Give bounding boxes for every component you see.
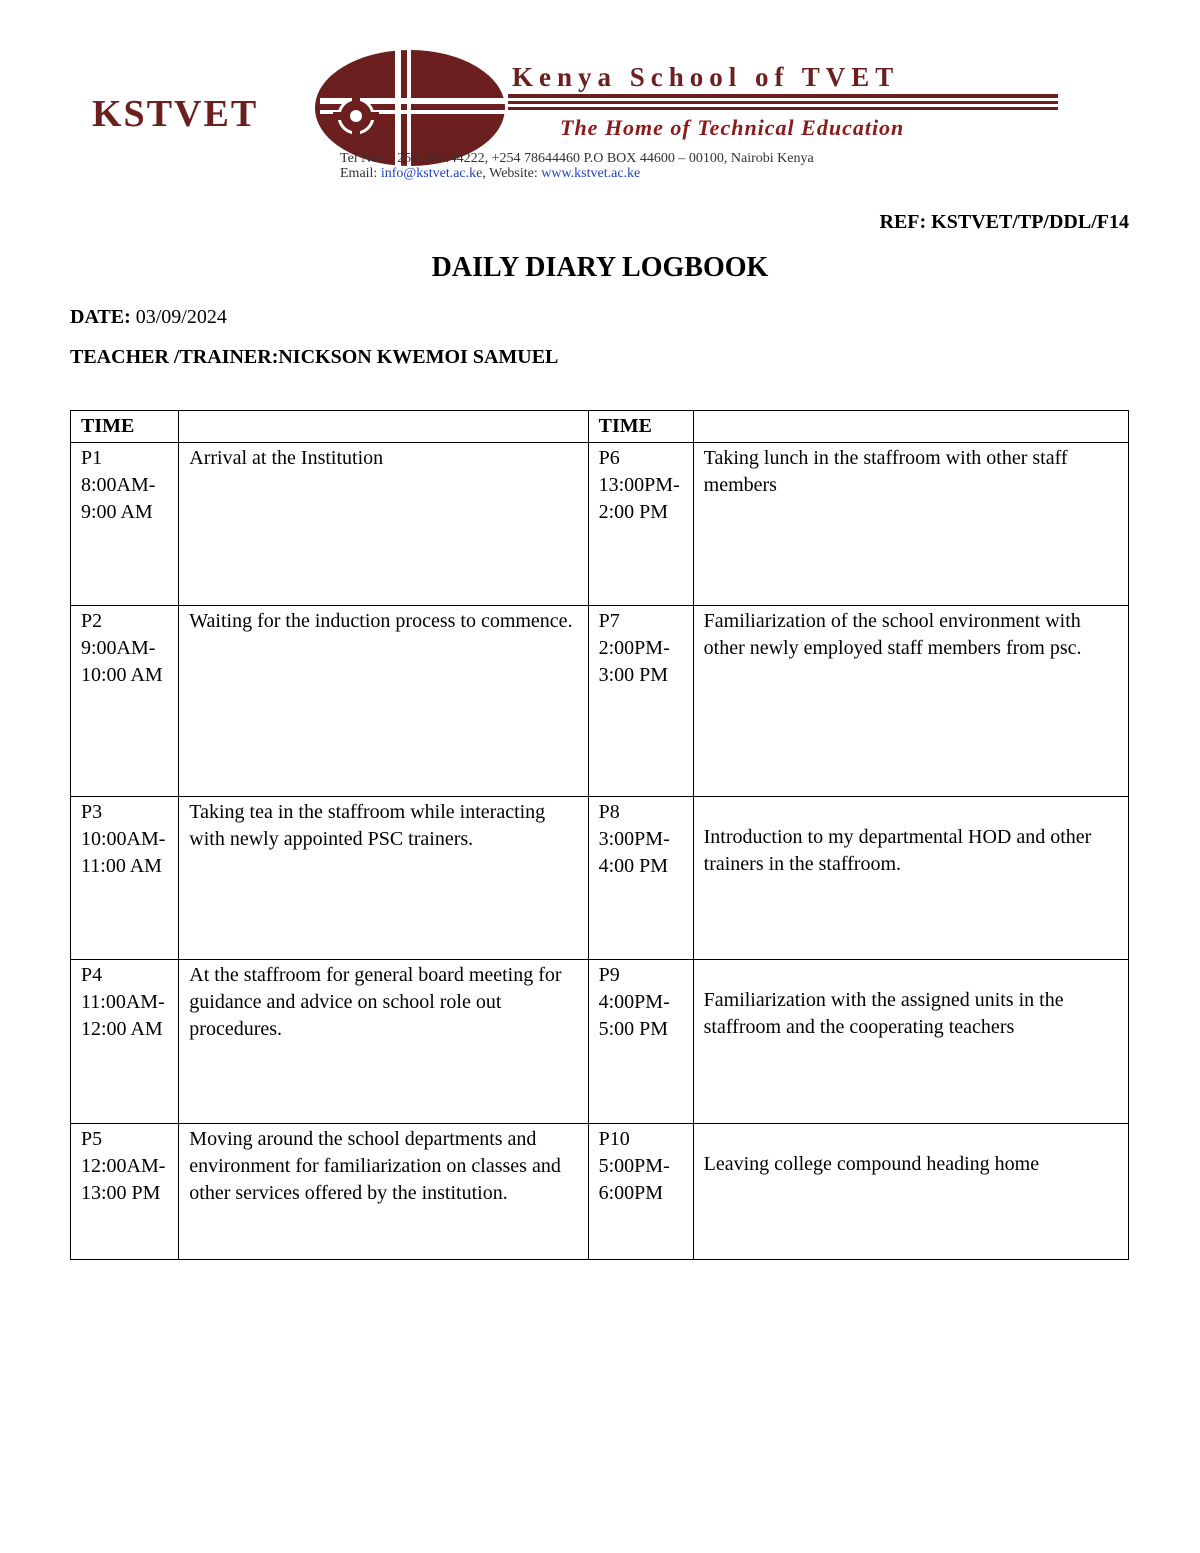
period-label: P9 [598,964,620,986]
period-end: 12:00 AM [81,1018,163,1040]
page-title: DAILY DIARY LOGBOOK [431,252,769,283]
website-link[interactable]: www.kstvet.ac.ke [541,166,641,181]
period-start: 13:00PM- [598,474,680,496]
school-name: Kenya School of TVET [512,62,900,92]
date-label: DATE: [70,306,131,328]
period-label: P8 [598,801,620,823]
email-link[interactable]: info@kstvet.ac.ke [380,166,483,181]
period-label: P6 [598,447,620,469]
period-label: P1 [81,447,103,469]
table-header-row [71,411,1129,443]
period-start: 2:00PM- [598,637,670,659]
header-activity-left [179,411,588,443]
period-end: 11:00 AM [81,855,162,877]
period-start: 3:00PM- [598,828,670,850]
period-start: 9:00AM- [81,637,156,659]
date-value: 03/09/2024 [130,306,227,328]
period-time-cell [71,606,179,797]
activity-cell: Introduction to my departmental HOD and other trainers in the staffroom. [693,797,1128,960]
period-end: 3:00 PM [598,664,669,686]
date-line [70,306,227,329]
period-start: 12:00AM- [81,1155,166,1177]
period-label: P3 [81,801,103,823]
diary-table [70,410,1129,1260]
period-time-cell [71,443,179,606]
activity-cell: Taking lunch in the staffroom with other staff members [693,443,1128,606]
email-website-line [340,166,640,182]
table-row [71,606,1129,797]
period-time-cell [588,1124,693,1260]
teacher-name: NICKSON KWEMOI SAMUEL [278,346,559,368]
period-label: P10 [598,1128,630,1150]
activity-cell: Moving around the school departments and environment for familiarization on classes and other services offered by the institution. [179,1124,588,1260]
period-label: P4 [81,964,103,986]
table-row [71,960,1129,1124]
period-end: 9:00 AM [81,501,153,523]
letterhead [0,0,1200,200]
activity-cell: Arrival at the Institution [179,443,588,606]
activity-cell: Familiarization with the assigned units in the staffroom and the cooperating teachers [693,960,1128,1124]
activity-cell: Familiarization of the school environment with other newly employed staff members from psc. [693,606,1128,797]
period-end: 4:00 PM [598,855,669,877]
brand-logo-text: KSTVET [92,93,259,135]
period-time-cell [588,606,693,797]
header-time-right: TIME [588,411,693,443]
activity-cell: Leaving college compound heading home [693,1124,1128,1260]
teacher-line [70,346,558,369]
period-start: 8:00AM- [81,474,156,496]
period-start: 4:00PM- [598,991,670,1013]
period-end: 2:00 PM [598,501,669,523]
period-label: P7 [598,610,620,632]
table-row [71,443,1129,606]
teacher-label: TEACHER /TRAINER: [70,346,279,368]
activity-cell: At the staffroom for general board meeting for guidance and advice on school role out procedures. [179,960,588,1124]
contact-info: Tel No: + 254 707444222, +254 78644460 P.O BOX 44600 – 00100, Nairobi Kenya [340,151,814,166]
period-label: P2 [81,610,103,632]
period-time-cell [588,960,693,1124]
period-end: 6:00PM [598,1182,664,1204]
period-time-cell [71,960,179,1124]
header-activity-right [693,411,1128,443]
period-time-cell [588,797,693,960]
period-start: 10:00AM- [81,828,166,850]
period-start: 5:00PM- [598,1155,670,1177]
email-label: Email: [340,166,381,181]
period-end: 13:00 PM [81,1182,161,1204]
header-time-left: TIME [71,411,179,443]
activity-cell: Waiting for the induction process to commence. [179,606,588,797]
school-tagline: The Home of Technical Education [560,115,905,140]
period-end: 10:00 AM [81,664,163,686]
period-end: 5:00 PM [598,1018,669,1040]
period-time-cell [71,797,179,960]
period-time-cell [71,1124,179,1260]
table-row [71,1124,1129,1260]
table-row [71,797,1129,960]
document-reference: REF: KSTVET/TP/DDL/F14 [879,211,1129,233]
website-label: , Website: [482,166,542,181]
period-label: P5 [81,1128,103,1150]
activity-cell: Taking tea in the staffroom while interacting with newly appointed PSC trainers. [179,797,588,960]
period-time-cell [588,443,693,606]
period-start: 11:00AM- [81,991,165,1013]
